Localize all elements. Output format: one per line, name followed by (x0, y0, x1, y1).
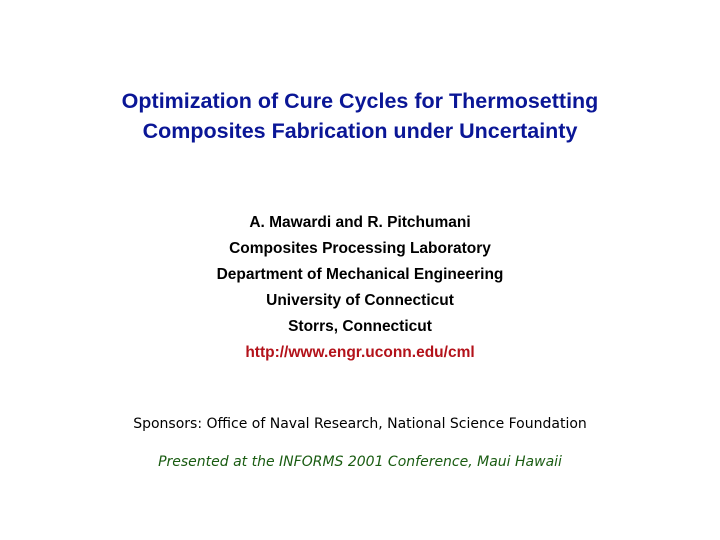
university-name: University of Connecticut (266, 292, 454, 309)
author-names: A. Mawardi and R. Pitchumani (249, 214, 471, 231)
sponsors-line: Sponsors: Office of Naval Research, National Science Foundation (133, 416, 587, 432)
title-line-1: Optimization of Cure Cycles for Thermosetting (121, 89, 599, 113)
title-line-2: Composites Fabrication under Uncertainty (142, 119, 578, 143)
lab-name: Composites Processing Laboratory (229, 240, 491, 257)
slide-title (20, 86, 700, 146)
department-name: Department of Mechanical Engineering (216, 266, 504, 283)
lab-url-link[interactable]: http://www.engr.uconn.edu/cml (245, 344, 475, 361)
author-block (60, 210, 660, 366)
location: Storrs, Connecticut (288, 318, 432, 335)
presented-at-line: Presented at the INFORMS 2001 Conference, Maui Hawaii (158, 454, 562, 470)
